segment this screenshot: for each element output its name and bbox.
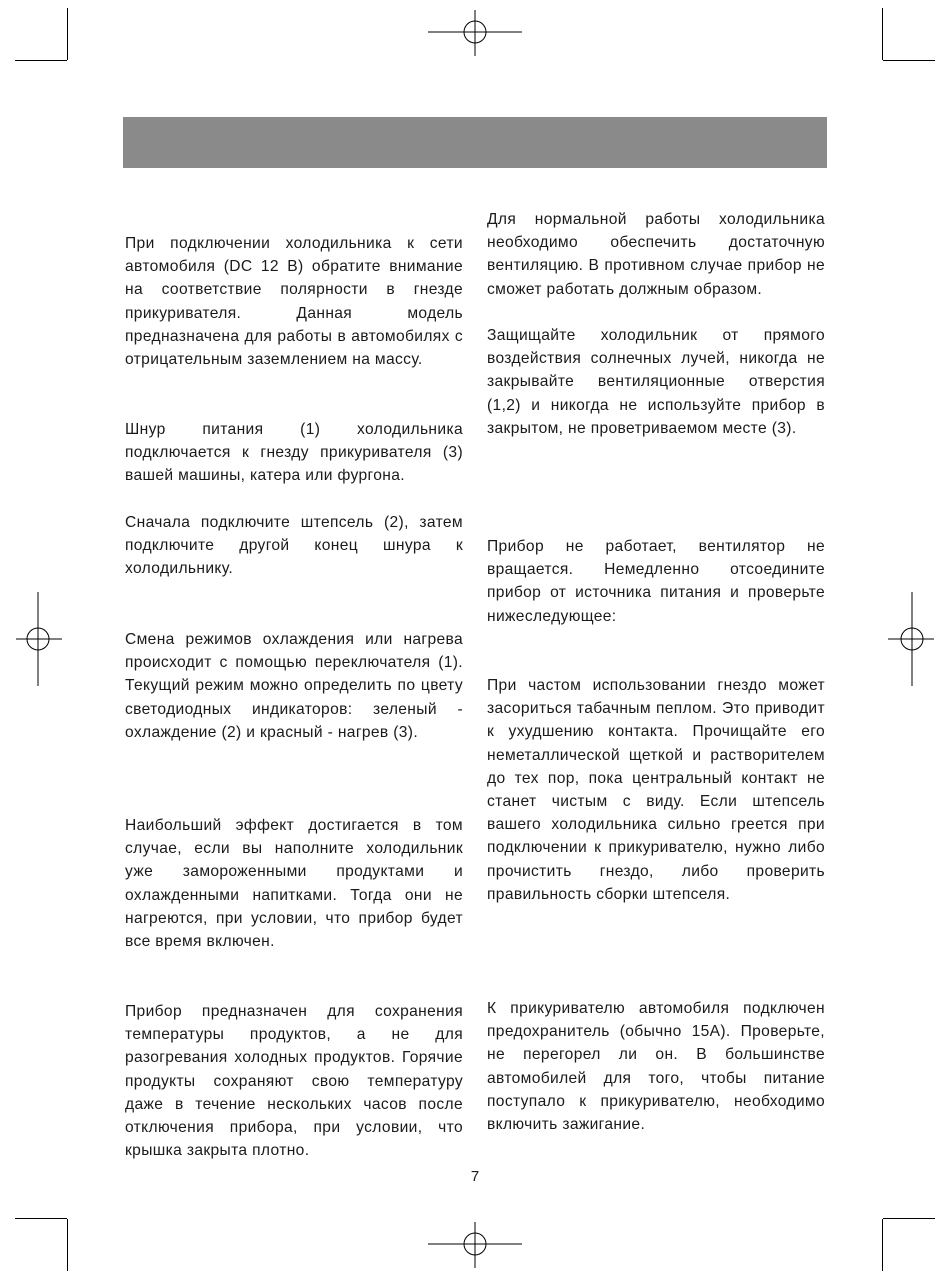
right-paragraph-ventilation: Для нормальной работы холодильника необходимо обеспечить достаточную вентиляцию. В противном случае прибор не сможет работать должным образом. [487,211,825,298]
left-paragraph-purpose: Прибор предназначен для сохранения температуры продуктов, а не для разогревания холодных продуктов. Горячие продукты сохраняют свою температуру даже в течение нескольких часов после отключения прибора, при условии, что крышка закрыта плотно. [125,1003,463,1160]
left-paragraph-mode-switch: Смена режимов охлаждения или нагрева происходит с помощью переключателя (1). Текущий режим можно определить по цвету светодиодных индикаторов: зеленый - охлаждение (2) и красный - нагрев (3). [125,631,463,741]
left-paragraph-best-effect: Наибольший эффект достигается в том случае, если вы наполните холодильник уже замороженными продуктами и охлажденными напитками. Тогда они не нагреются, при условии, что прибор будет все время включен. [125,817,463,951]
header-banner [123,117,827,168]
crop-mark-top-right-vertical [882,8,883,60]
crop-mark-top-right-horizontal [883,60,935,61]
right-paragraph-fuse: К прикуривателю автомобиля подключен предохранитель (обычно 15А). Проверьте, не перегорел ли он. В большинстве автомобилей для того, чтобы питание поступало к прикуривателю, необходимо включить зажигание. [487,1000,825,1134]
crop-mark-bottom-left-horizontal [15,1218,67,1219]
left-paragraph-power-cord: Шнур питания (1) холодильника подключается к гнезду прикуривателя (3) вашей машины, катера или фургона. [125,421,463,485]
right-paragraph-sunlight: Защищайте холодильник от прямого воздействия солнечных лучей, никогда не закрывайте вентиляционные отверстия (1,2) и никогда не используйте прибор в закрытом, не проветриваемом месте (3). [487,327,825,437]
crop-mark-bottom-left-vertical [67,1219,68,1271]
registration-mark-bottom [428,1222,522,1268]
right-paragraph-not-working: Прибор не работает, вентилятор не вращается. Немедленно отсоедините прибор от источника питания и проверьте нижеследующее: [487,538,825,625]
left-paragraph-connect-plug: Сначала подключите штепсель (2), затем подключите другой конец шнура к холодильнику. [125,514,463,578]
left-paragraph-polarity: При подключении холодильника к сети автомобиля (DC 12 В) обратите внимание на соответствие полярности в гнезде прикуривателя. Данная модель предназначена для работы в автомобилях с отрицательным заземлением на массу. [125,235,463,369]
crop-mark-bottom-right-horizontal [883,1218,935,1219]
crop-mark-top-left-vertical [67,8,68,60]
registration-mark-top [428,10,522,56]
registration-mark-left [16,592,62,686]
page-number: 7 [470,1168,480,1185]
right-paragraph-socket-cleaning: При частом использовании гнездо может засориться табачным пеплом. Это приводит к ухудшению контакта. Прочищайте его неметаллической щеткой и растворителем до тех пор, пока центральный контакт не станет чистым с виду. Если штепсель вашего холодильника сильно греется при подключении к прикуривателю, нужно либо прочистить гнездо, либо проверить правильность сборки штепселя. [487,677,825,903]
crop-mark-top-left-horizontal [15,60,67,61]
registration-mark-right [888,592,934,686]
crop-mark-bottom-right-vertical [882,1219,883,1271]
